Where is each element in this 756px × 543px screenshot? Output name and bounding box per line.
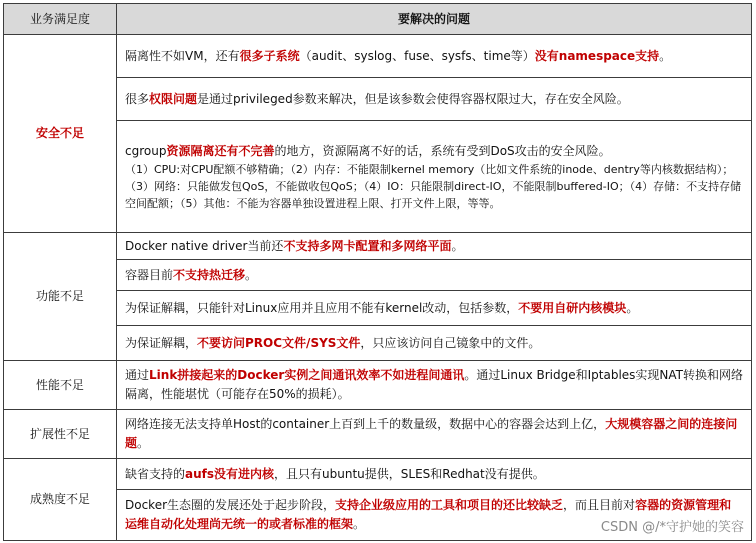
problem-text: ，且只有ubuntu提供，SLES和Redhat没有提供。: [274, 466, 545, 481]
table-row: [4, 459, 752, 490]
problem-cell: [117, 121, 752, 233]
problem-highlight: 不要用自研内核模块: [518, 300, 627, 315]
problem-text: cgroup: [125, 143, 167, 158]
problem-text: 很多: [125, 91, 150, 106]
problem-text: 。: [451, 238, 464, 253]
problem-highlight: 资源隔离还有不完善: [166, 143, 275, 158]
problem-text: 。: [659, 48, 672, 63]
table-row: [4, 78, 752, 121]
problem-highlight: 没有namespace支持: [534, 48, 660, 63]
problem-text: 的地方，资源隔离不好的话，系统有受到DoS攻击的安全风险。: [274, 143, 611, 158]
problem-highlight: 不支持多网卡配置和多网络平面: [283, 238, 452, 253]
table-row: [4, 260, 752, 291]
problem-cell: [117, 291, 752, 326]
problem-text: Docker生态圈的发展还处于起步阶段，: [125, 498, 336, 512]
category-maturity: 成熟度不足: [4, 459, 117, 541]
problem-text: ，而且目前对: [563, 498, 636, 512]
table-row: [4, 326, 752, 361]
problem-highlight: 容器的资源管理和运维自动化处理尚无统一的或者标准的框架: [125, 498, 732, 531]
problem-highlight: 不要访问PROC文件/SYS文件: [197, 335, 361, 350]
problem-text: 。: [245, 267, 258, 282]
problem-cell: [117, 326, 752, 361]
problem-text: 。: [137, 436, 150, 450]
problem-text: 缺省支持的: [125, 466, 186, 481]
problem-text: 容器目前: [125, 267, 174, 282]
category-performance: 性能不足: [4, 361, 117, 410]
header-problems: 要解决的问题: [117, 4, 752, 35]
problem-highlight: 权限问题: [149, 91, 198, 106]
category-security: 安全不足: [4, 35, 117, 233]
problem-highlight: 大规模容器之间的连接问题: [125, 417, 738, 450]
table-row: [4, 410, 752, 459]
problem-text: ，只应该访问自己镜象中的文件。: [360, 335, 541, 350]
problem-highlight: 支持企业级应用的工具和项目的还比较缺乏: [335, 498, 564, 512]
problem-subtext: （1）CPU:对CPU配额不够精确；（2）内存：不能限制kernel memory（比如文件系统的inode、dentry等内核数据结构）；（3）网络：只能做发包QoS，不能做收包QoS；（4）IO：只能限制direct-IO，不能限制buffered-IO；（4）存储：不支持存储空间配额；（5）其他：不能为容器单独设置进程上限、打开文件上限，等等。: [125, 162, 742, 210]
problem-text: 。: [353, 517, 366, 531]
problem-cell: [117, 78, 752, 121]
table-row: [4, 361, 752, 410]
category-function: 功能不足: [4, 233, 117, 361]
table-row: [4, 121, 752, 233]
problem-cell: [117, 35, 752, 78]
table-header-row: [4, 4, 752, 35]
problem-text: 通过: [125, 368, 150, 382]
problem-text: 是通过privileged参数来解决，但是该参数会使得容器权限过大，存在安全风险。: [197, 91, 629, 106]
problem-highlight: 不支持热迁移: [173, 267, 246, 282]
problem-text: 网络连接无法支持单Host的container上百到上千的数量级，数据中心的容器会达到上亿，: [125, 417, 606, 431]
problem-cell: [117, 459, 752, 490]
table-row: [4, 291, 752, 326]
problem-cell: [117, 410, 752, 459]
problem-text: Docker native driver当前还: [125, 238, 284, 253]
problem-text: 为保证解耦，: [125, 335, 198, 350]
header-satisfaction: 业务满足度: [4, 4, 117, 35]
category-scalability: 扩展性不足: [4, 410, 117, 459]
problem-text: 。: [626, 300, 639, 315]
problem-highlight: aufs没有进内核: [185, 466, 275, 481]
csdn-watermark: CSDN @/*守护她的笑容: [600, 520, 744, 535]
problem-text: 为保证解耦，只能针对Linux应用并且应用不能有kernel改动，包括参数，: [125, 300, 519, 315]
problem-highlight: Link拼接起来的Docker实例之间通讯效率不如进程间通讯: [149, 368, 465, 382]
table-row: [4, 233, 752, 260]
problem-cell: [117, 260, 752, 291]
problem-text: 。通过Linux Bridge和Iptables实现NAT转换和网络隔离，性能堪忧（可能存在50%的损耗）。: [125, 368, 743, 401]
problem-cell: [117, 361, 752, 410]
problem-highlight: 很多子系统: [239, 48, 300, 63]
problem-cell: [117, 233, 752, 260]
problem-text: （audit、syslog、fuse、sysfs、time等）: [299, 48, 535, 63]
requirements-table: [3, 3, 752, 541]
table-row: [4, 35, 752, 78]
problem-text: 隔离性不如VM，还有: [125, 48, 240, 63]
